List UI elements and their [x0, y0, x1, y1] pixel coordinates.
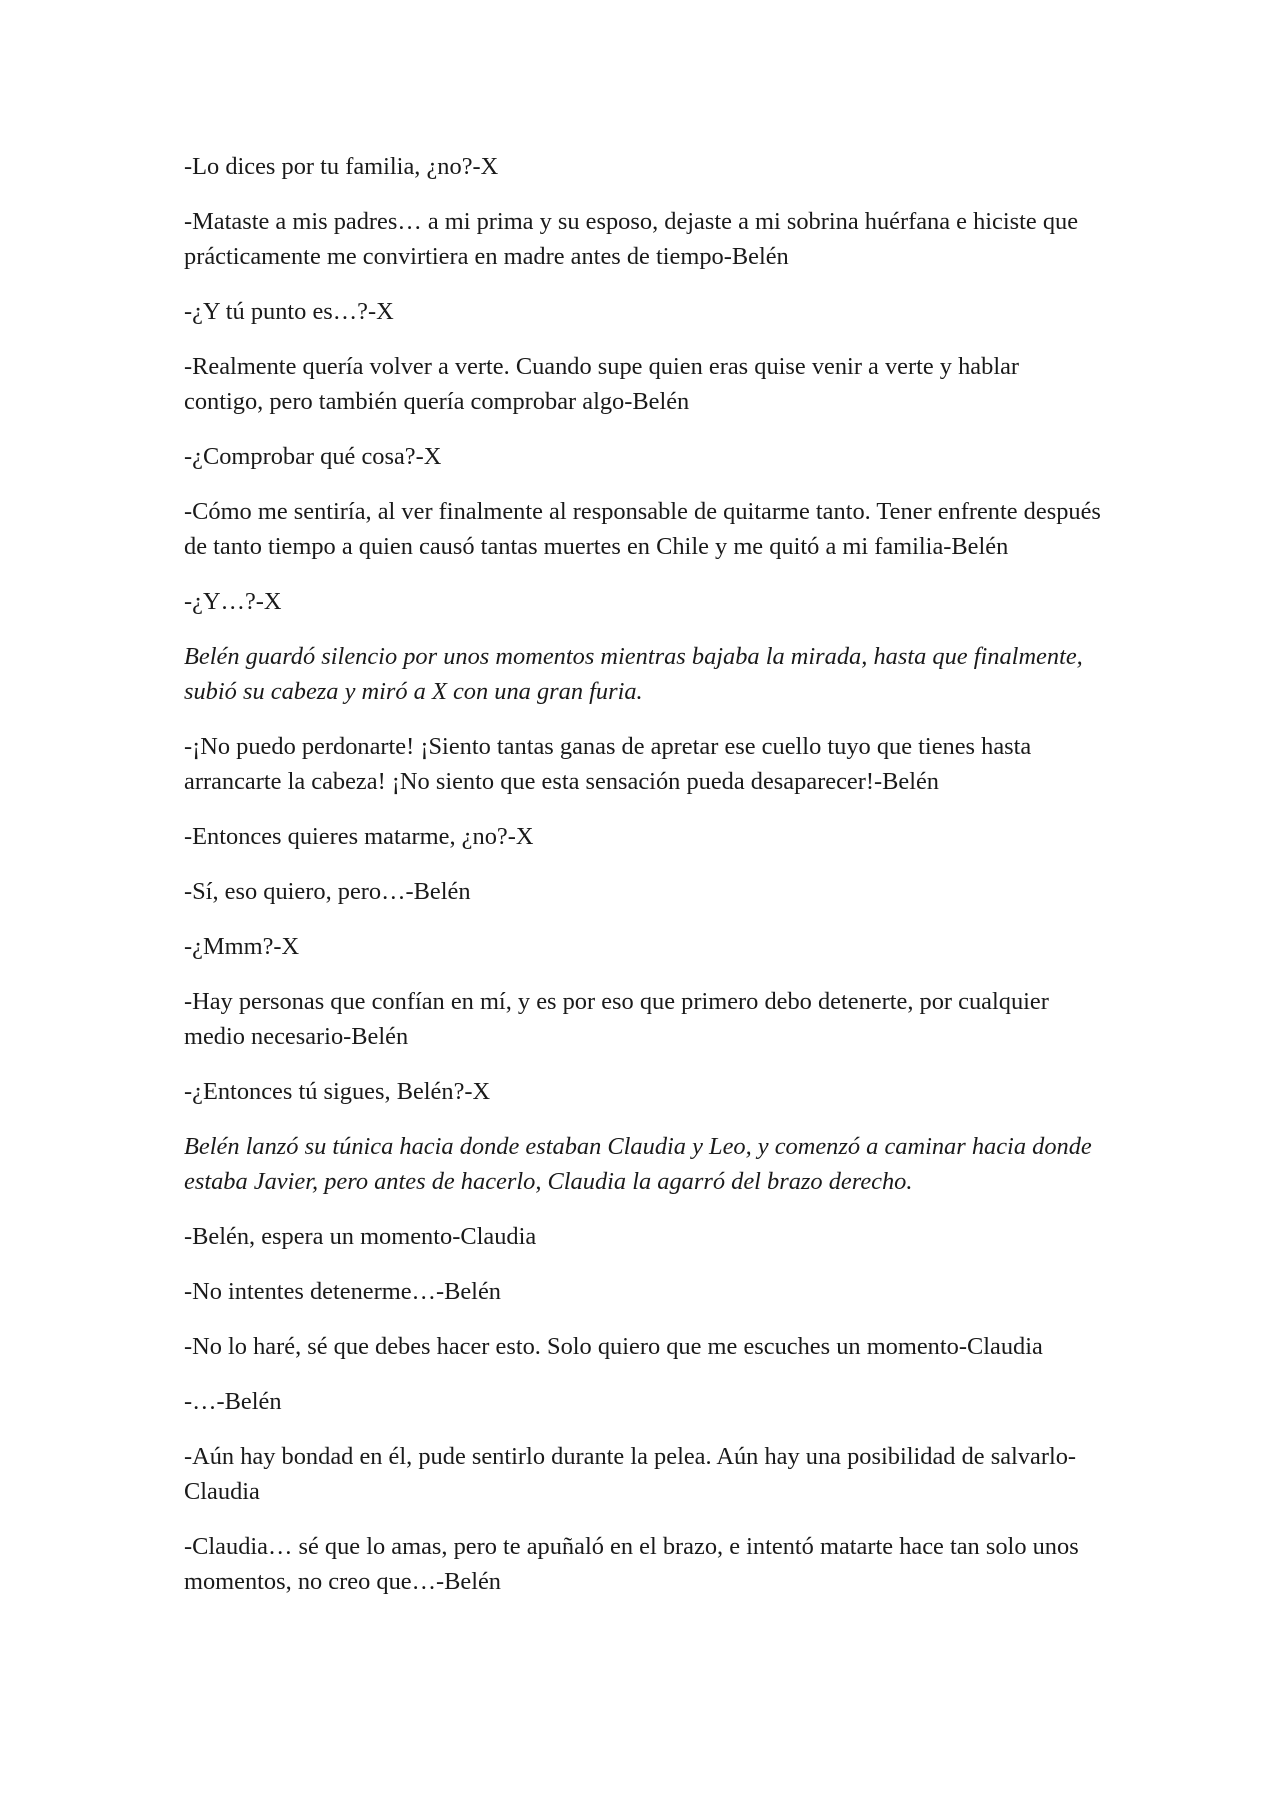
dialogue-line: -Sí, eso quiero, pero…-Belén — [184, 878, 471, 905]
dialogue-line: -Mataste a mis padres… a mi prima y su esposo, dejaste a mi sobrina huérfana e hiciste que prácticamente me convirtiera en madre antes de tiempo-Belén — [184, 208, 1079, 270]
dialogue-line: -Claudia… sé que lo amas, pero te apuñaló en el brazo, e intentó matarte hace tan solo unos momentos, no creo que…-Belén — [184, 1533, 1079, 1595]
dialogue-line: -Lo dices por tu familia, ¿no?-X — [184, 153, 499, 180]
dialogue-line: -¿Y…?-X — [184, 588, 282, 615]
dialogue-line: -Realmente quería volver a verte. Cuando supe quien eras quise venir a verte y hablar contigo, pero también quería comprobar algo-Belén — [184, 353, 1020, 415]
dialogue-line: -Hay personas que confían en mí, y es por eso que primero debo detenerte, por cualquier medio necesario-Belén — [184, 988, 1049, 1050]
dialogue-line: -¿Comprobar qué cosa?-X — [184, 443, 442, 470]
dialogue-line: -Belén, espera un momento-Claudia — [184, 1223, 537, 1250]
document-body — [184, 149, 1104, 1619]
dialogue-line: -…-Belén — [184, 1388, 282, 1415]
dialogue-line: -¿Mmm?-X — [184, 933, 300, 960]
dialogue-line: -No intentes detenerme…-Belén — [184, 1278, 501, 1305]
narration-paragraph: Belén lanzó su túnica hacia donde estaban Claudia y Leo, y comenzó a caminar hacia donde estaba Javier, pero antes de hacerlo, Claudia la agarró del brazo derecho. — [184, 1133, 1092, 1195]
narration-paragraph: Belén guardó silencio por unos momentos mientras bajaba la mirada, hasta que finalmente, subió su cabeza y miró a X con una gran furia. — [184, 643, 1083, 705]
dialogue-line: -¿Y tú punto es…?-X — [184, 298, 394, 325]
dialogue-line: -Aún hay bondad en él, pude sentirlo durante la pelea. Aún hay una posibilidad de salvarlo-Claudia — [184, 1443, 1077, 1505]
dialogue-line: -Cómo me sentiría, al ver finalmente al responsable de quitarme tanto. Tener enfrente después de tanto tiempo a quien causó tantas muertes en Chile y me quitó a mi familia-Belén — [184, 498, 1101, 560]
dialogue-line: -Entonces quieres matarme, ¿no?-X — [184, 823, 534, 850]
dialogue-line: -No lo haré, sé que debes hacer esto. Solo quiero que me escuches un momento-Claudia — [184, 1333, 1043, 1360]
dialogue-line: -¡No puedo perdonarte! ¡Siento tantas ganas de apretar ese cuello tuyo que tienes hasta arrancarte la cabeza! ¡No siento que esta sensación pueda desaparecer!-Belén — [184, 733, 1032, 795]
dialogue-line: -¿Entonces tú sigues, Belén?-X — [184, 1078, 491, 1105]
